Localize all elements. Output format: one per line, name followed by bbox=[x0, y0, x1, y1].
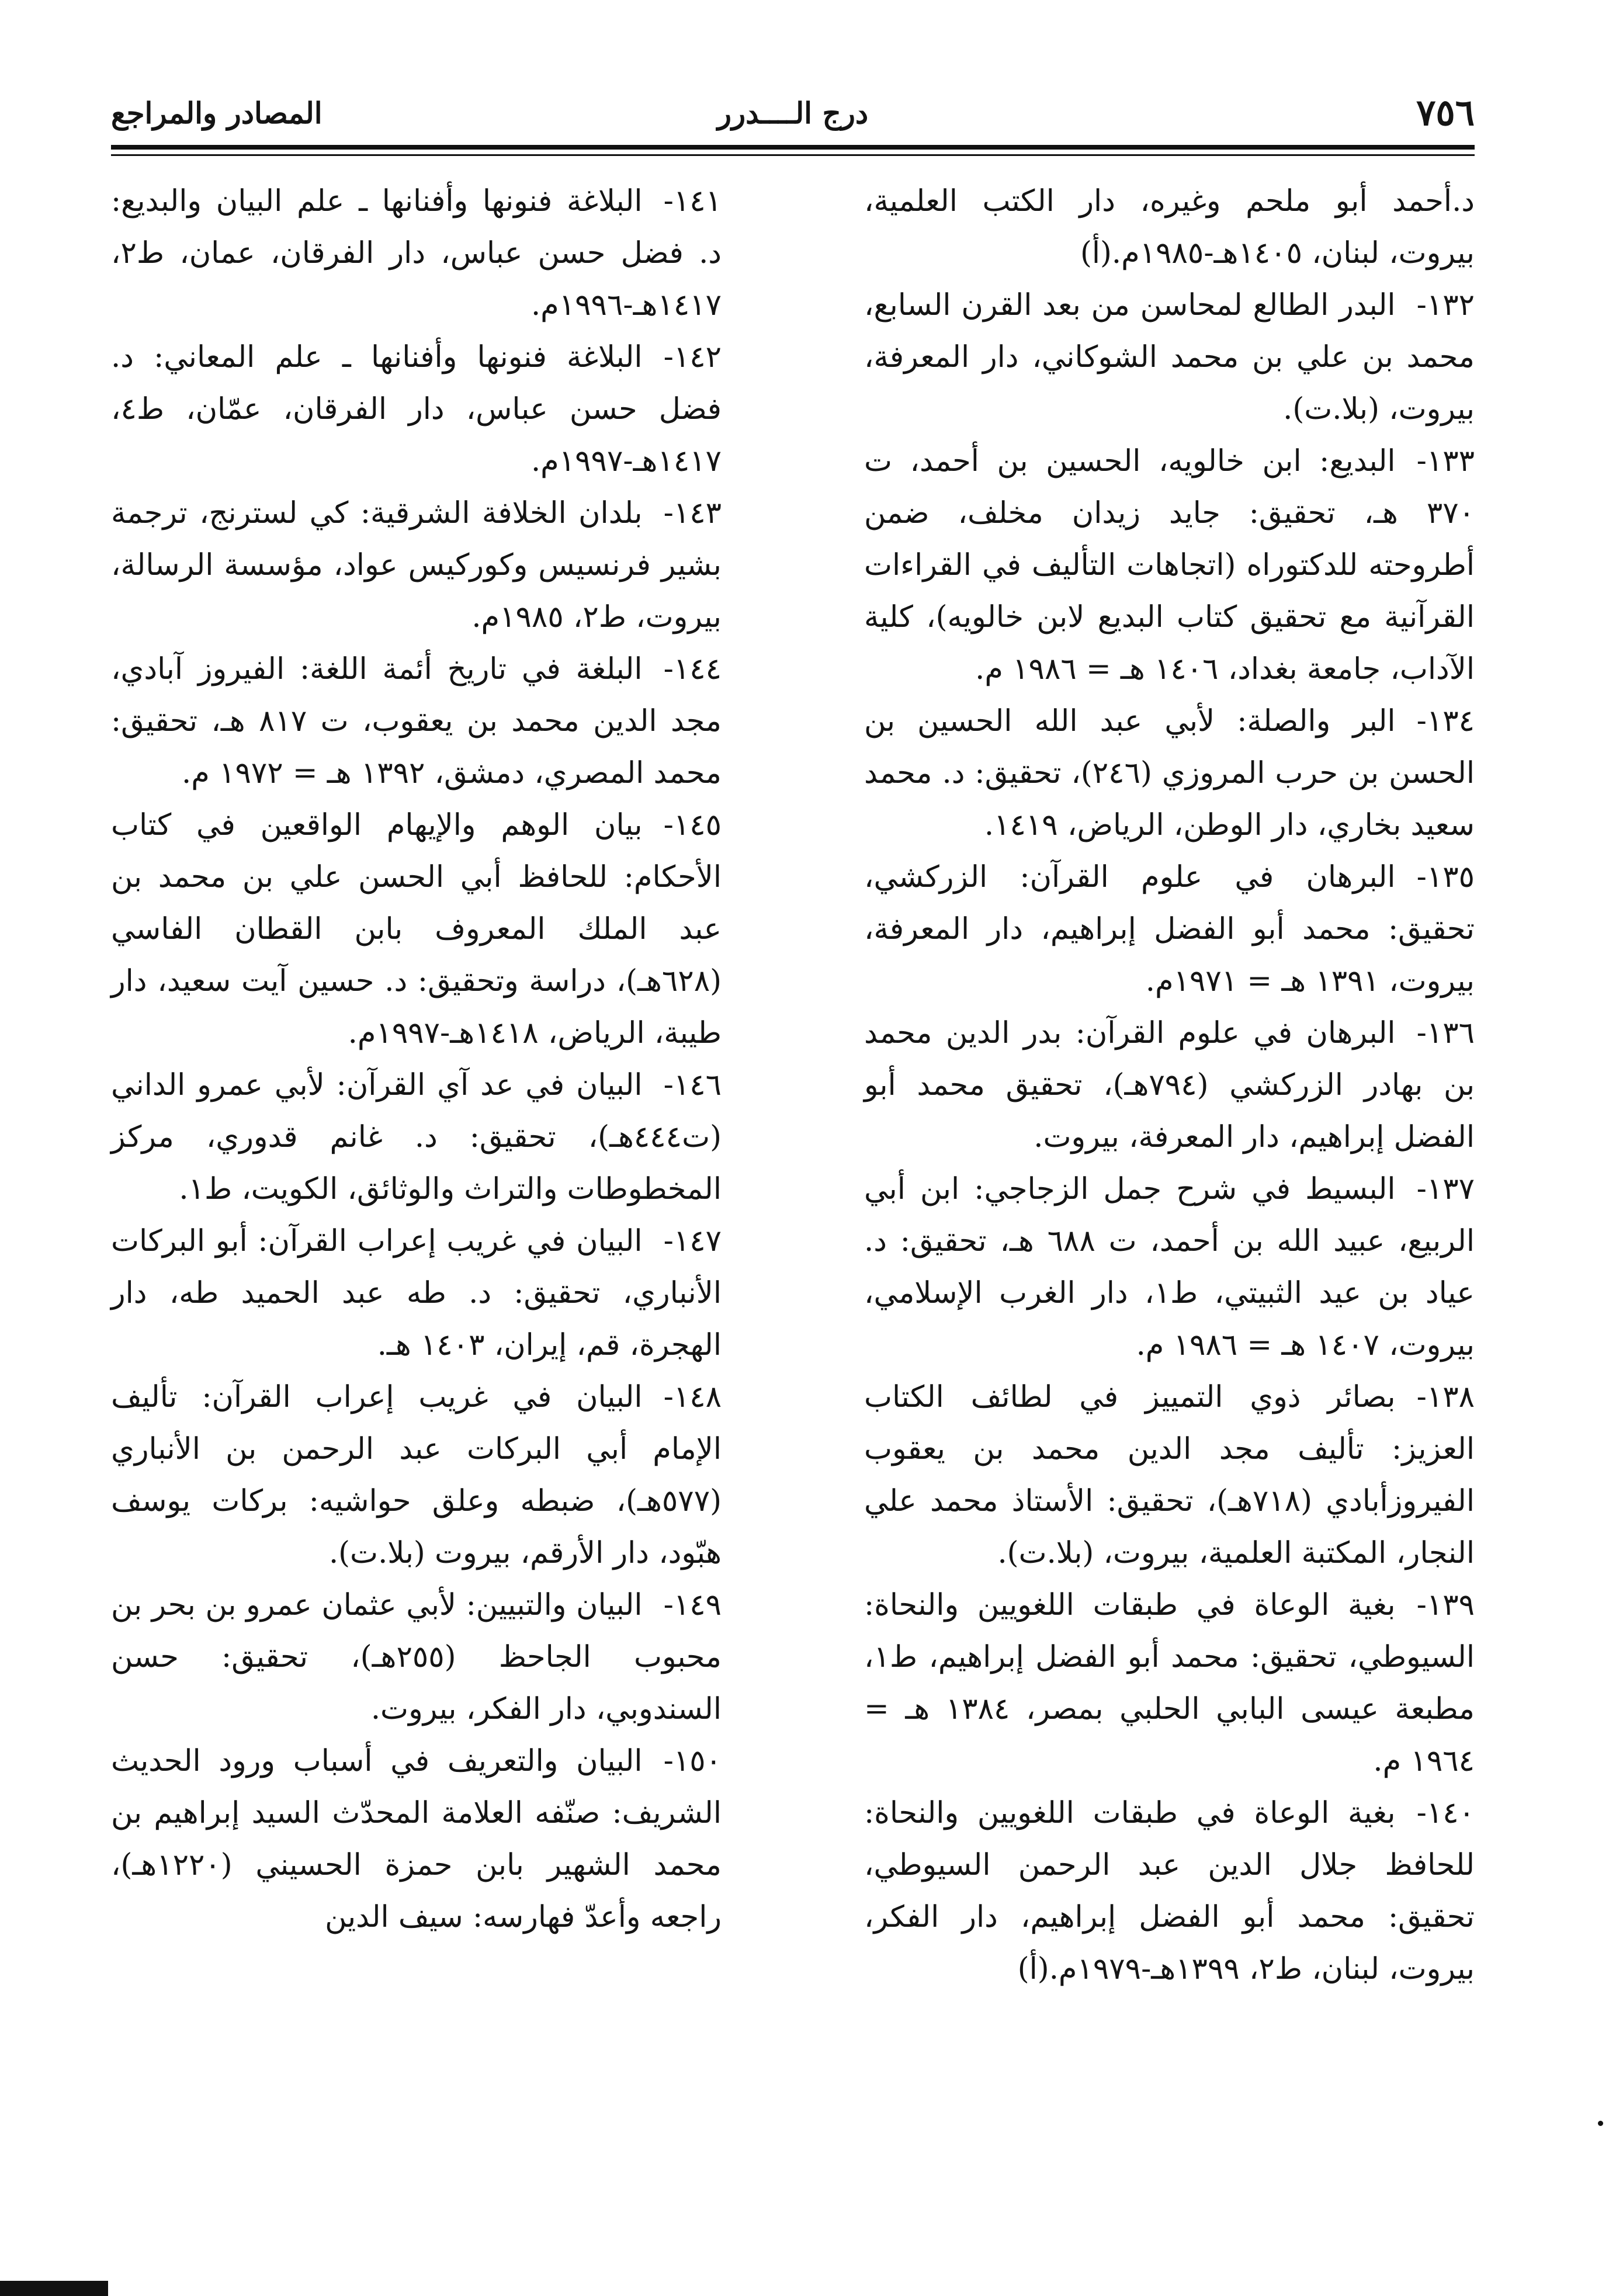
bibliography-entry bbox=[864, 695, 1475, 851]
entry-text: البسيط في شرح جمل الزجاجي: ابن أبي الربيع، عبيد الله بن أحمد، ت ٦٨٨ هـ، تحقيق: د. عياد بن عيد الثبيتي، ط١، دار الغرب الإسلامي، بيروت، ١٤٠٧ هـ = ١٩٨٦ م. bbox=[864, 1172, 1475, 1362]
entry-number: ١٣٤- bbox=[1416, 704, 1475, 738]
bibliography-entry bbox=[111, 175, 722, 331]
entry-number: ١٣٧- bbox=[1416, 1172, 1475, 1206]
entry-number: ١٤٤- bbox=[663, 652, 722, 686]
bibliography-entry bbox=[864, 279, 1475, 435]
entry-text: البيان والتبيين: لأبي عثمان عمرو بن بحر بن محبوب الجاحظ (٢٥٥هـ)، تحقيق: حسن السندوبي، دار الفكر، بيروت. bbox=[111, 1588, 722, 1726]
bibliography-entry bbox=[111, 1059, 722, 1215]
bibliography-entry bbox=[864, 1579, 1475, 1787]
entry-text: د.أحمد أبو ملحم وغيره، دار الكتب العلمية، بيروت، لبنان، ١٤٠٥هـ-١٩٨٥م.(أ) bbox=[864, 184, 1475, 270]
entry-text: البدر الطالع لمحاسن من بعد القرن السابع، محمد بن علي بن محمد الشوكاني، دار المعرفة، بيروت، (بلا.ت). bbox=[864, 288, 1475, 426]
bibliography-entry bbox=[111, 1579, 722, 1735]
bibliography-entry bbox=[111, 799, 722, 1059]
entry-text: بغية الوعاة في طبقات اللغويين والنحاة: للحافظ جلال الدين عبد الرحمن السيوطي، تحقيق: محمد أبو الفضل إبراهيم، دار الفكر، بيروت، لبنان، ط٢، ١٣٩٩هـ-١٩٧٩م.(أ) bbox=[864, 1796, 1475, 1986]
bibliography-entry bbox=[864, 1163, 1475, 1371]
bibliography-entry bbox=[111, 1215, 722, 1371]
header-rule-thin bbox=[111, 154, 1475, 156]
entry-number: ١٤٨- bbox=[663, 1380, 722, 1414]
page-corner-mark bbox=[0, 2281, 108, 2296]
entry-text: البلغة في تاريخ أئمة اللغة: الفيروز آبادي، مجد الدين محمد بن يعقوب، ت ٨١٧ هـ، تحقيق: محمد المصري، دمشق، ١٣٩٢ هـ = ١٩٧٢ م. bbox=[111, 652, 722, 790]
entry-text: البديع: ابن خالويه، الحسين بن أحمد، ت ٣٧٠ هـ، تحقيق: جايد زيدان مخلف، ضمن أطروحته للدكتوراه (اتجاهات التأليف في القراءات القرآنية مع تحقيق كتاب البديع لابن خالويه)، كلية الآداب، جامعة بغداد، ١٤٠٦ هـ = ١٩٨٦ م. bbox=[864, 444, 1475, 686]
right-column bbox=[864, 175, 1475, 1995]
bibliography-entry bbox=[864, 175, 1475, 279]
entry-text: البيان في غريب إعراب القرآن: تأليف الإمام أبي البركات عبد الرحمن بن الأنباري (٥٧٧هـ)، ضبطه وعلق حواشيه: بركات يوسف هبّود، دار الأرقم، بيروت (بلا.ت). bbox=[111, 1380, 722, 1570]
entry-text: البيان والتعريف في أسباب ورود الحديث الشريف: صنّفه العلامة المحدّث السيد إبراهيم بن محمد الشهير بابن حمزة الحسيني (١٢٢٠هـ)، راجعه وأعدّ فهارسه: سيف الدين bbox=[111, 1744, 722, 1934]
bibliography-entry bbox=[111, 1735, 722, 1943]
entry-text: بيان الوهم والإيهام الواقعين في كتاب الأحكام: للحافظ أبي الحسن علي بن محمد بن عبد الملك المعروف بابن القطان الفاسي (٦٢٨هـ)، دراسة وتحقيق: د. حسين آيت سعيد، دار طيبة، الرياض، ١٤١٨هـ-١٩٩٧م. bbox=[111, 808, 722, 1050]
entry-text: البيان في غريب إعراب القرآن: أبو البركات الأنباري، تحقيق: د. طه عبد الحميد طه، دار الهجرة، قم، إيران، ١٤٠٣ هـ. bbox=[111, 1224, 722, 1362]
entry-text: البرهان في علوم القرآن: بدر الدين محمد بن بهادر الزركشي (٧٩٤هـ)، تحقيق محمد أبو الفضل إبراهيم، دار المعرفة، بيروت. bbox=[864, 1016, 1475, 1154]
entry-number: ١٣٩- bbox=[1416, 1588, 1475, 1622]
bibliography-entry bbox=[111, 331, 722, 487]
entry-number: ١٤٠- bbox=[1416, 1796, 1475, 1830]
bibliography-entry bbox=[864, 851, 1475, 1007]
entry-text: البيان في عد آي القرآن: لأبي عمرو الداني (ت٤٤٤هـ)، تحقيق: د. غانم قدوري، مركز المخطوطات والتراث والوثائق، الكويت، ط١. bbox=[111, 1068, 722, 1206]
entry-text: بصائر ذوي التمييز في لطائف الكتاب العزيز: تأليف مجد الدين محمد بن يعقوب الفيروزأبادي (٧١٨هـ)، تحقيق: الأستاذ محمد علي النجار، المكتبة العلمية، بيروت، (بلا.ت). bbox=[864, 1380, 1475, 1570]
book-title: درج الــــدرر bbox=[717, 96, 869, 130]
entry-number: ١٤٩- bbox=[663, 1588, 722, 1622]
bibliography-entry bbox=[111, 487, 722, 643]
page-header bbox=[111, 88, 1475, 140]
bibliography-entry bbox=[111, 643, 722, 799]
bibliography-entry bbox=[111, 1371, 722, 1579]
entry-text: بلدان الخلافة الشرقية: كي لسترنج، ترجمة بشير فرنسيس وكوركيس عواد، مؤسسة الرسالة، بيروت، ط٢، ١٩٨٥م. bbox=[111, 496, 722, 634]
entry-text: بغية الوعاة في طبقات اللغويين والنحاة: السيوطي، تحقيق: محمد أبو الفضل إبراهيم، ط١، مطبعة عيسى البابي الحلبي بمصر، ١٣٨٤ هـ = ١٩٦٤ م. bbox=[864, 1588, 1475, 1778]
entry-number: ١٣٢- bbox=[1416, 288, 1475, 322]
left-column bbox=[111, 175, 722, 1943]
bibliography-entry bbox=[864, 1007, 1475, 1163]
entry-number: ١٤٣- bbox=[663, 496, 722, 530]
section-title: المصادر والمراجع bbox=[111, 96, 323, 130]
entry-number: ١٣٣- bbox=[1416, 444, 1475, 478]
scan-speck bbox=[1598, 2121, 1603, 2126]
entry-number: ١٣٦- bbox=[1416, 1016, 1475, 1050]
entry-text: البلاغة فنونها وأفنانها ـ علم المعاني: د. فضل حسن عباس، دار الفرقان، عمّان، ط٤، ١٤١٧هـ-١٩٩٧م. bbox=[111, 340, 722, 478]
entry-number: ١٤٥- bbox=[663, 808, 722, 842]
entry-number: ١٤٧- bbox=[663, 1224, 722, 1258]
bibliography-entry bbox=[864, 1787, 1475, 1995]
entry-text: البر والصلة: لأبي عبد الله الحسين بن الحسن بن حرب المروزي (٢٤٦)، تحقيق: د. محمد سعيد بخاري، دار الوطن، الرياض، ١٤١٩. bbox=[864, 704, 1475, 842]
entry-number: ١٤٢- bbox=[663, 340, 722, 374]
entry-number: ١٤١- bbox=[663, 184, 722, 218]
entry-number: ١٤٦- bbox=[663, 1068, 722, 1102]
header-rule-thick bbox=[111, 145, 1475, 150]
bibliography-entry bbox=[864, 1371, 1475, 1579]
entry-text: البرهان في علوم القرآن: الزركشي، تحقيق: محمد أبو الفضل إبراهيم، دار المعرفة، بيروت، ١٣٩١ هـ = ١٩٧١م. bbox=[864, 860, 1475, 998]
entry-number: ١٥٠- bbox=[663, 1744, 722, 1778]
bibliography-entry bbox=[864, 435, 1475, 695]
page-number: ٧٥٦ bbox=[1416, 91, 1475, 134]
entry-text: البلاغة فنونها وأفنانها ـ علم البيان والبديع: د. فضل حسن عباس، دار الفرقان، عمان، ط٢، ١٤١٧هـ-١٩٩٦م. bbox=[111, 184, 722, 322]
entry-number: ١٣٨- bbox=[1416, 1380, 1475, 1414]
entry-number: ١٣٥- bbox=[1416, 860, 1475, 894]
